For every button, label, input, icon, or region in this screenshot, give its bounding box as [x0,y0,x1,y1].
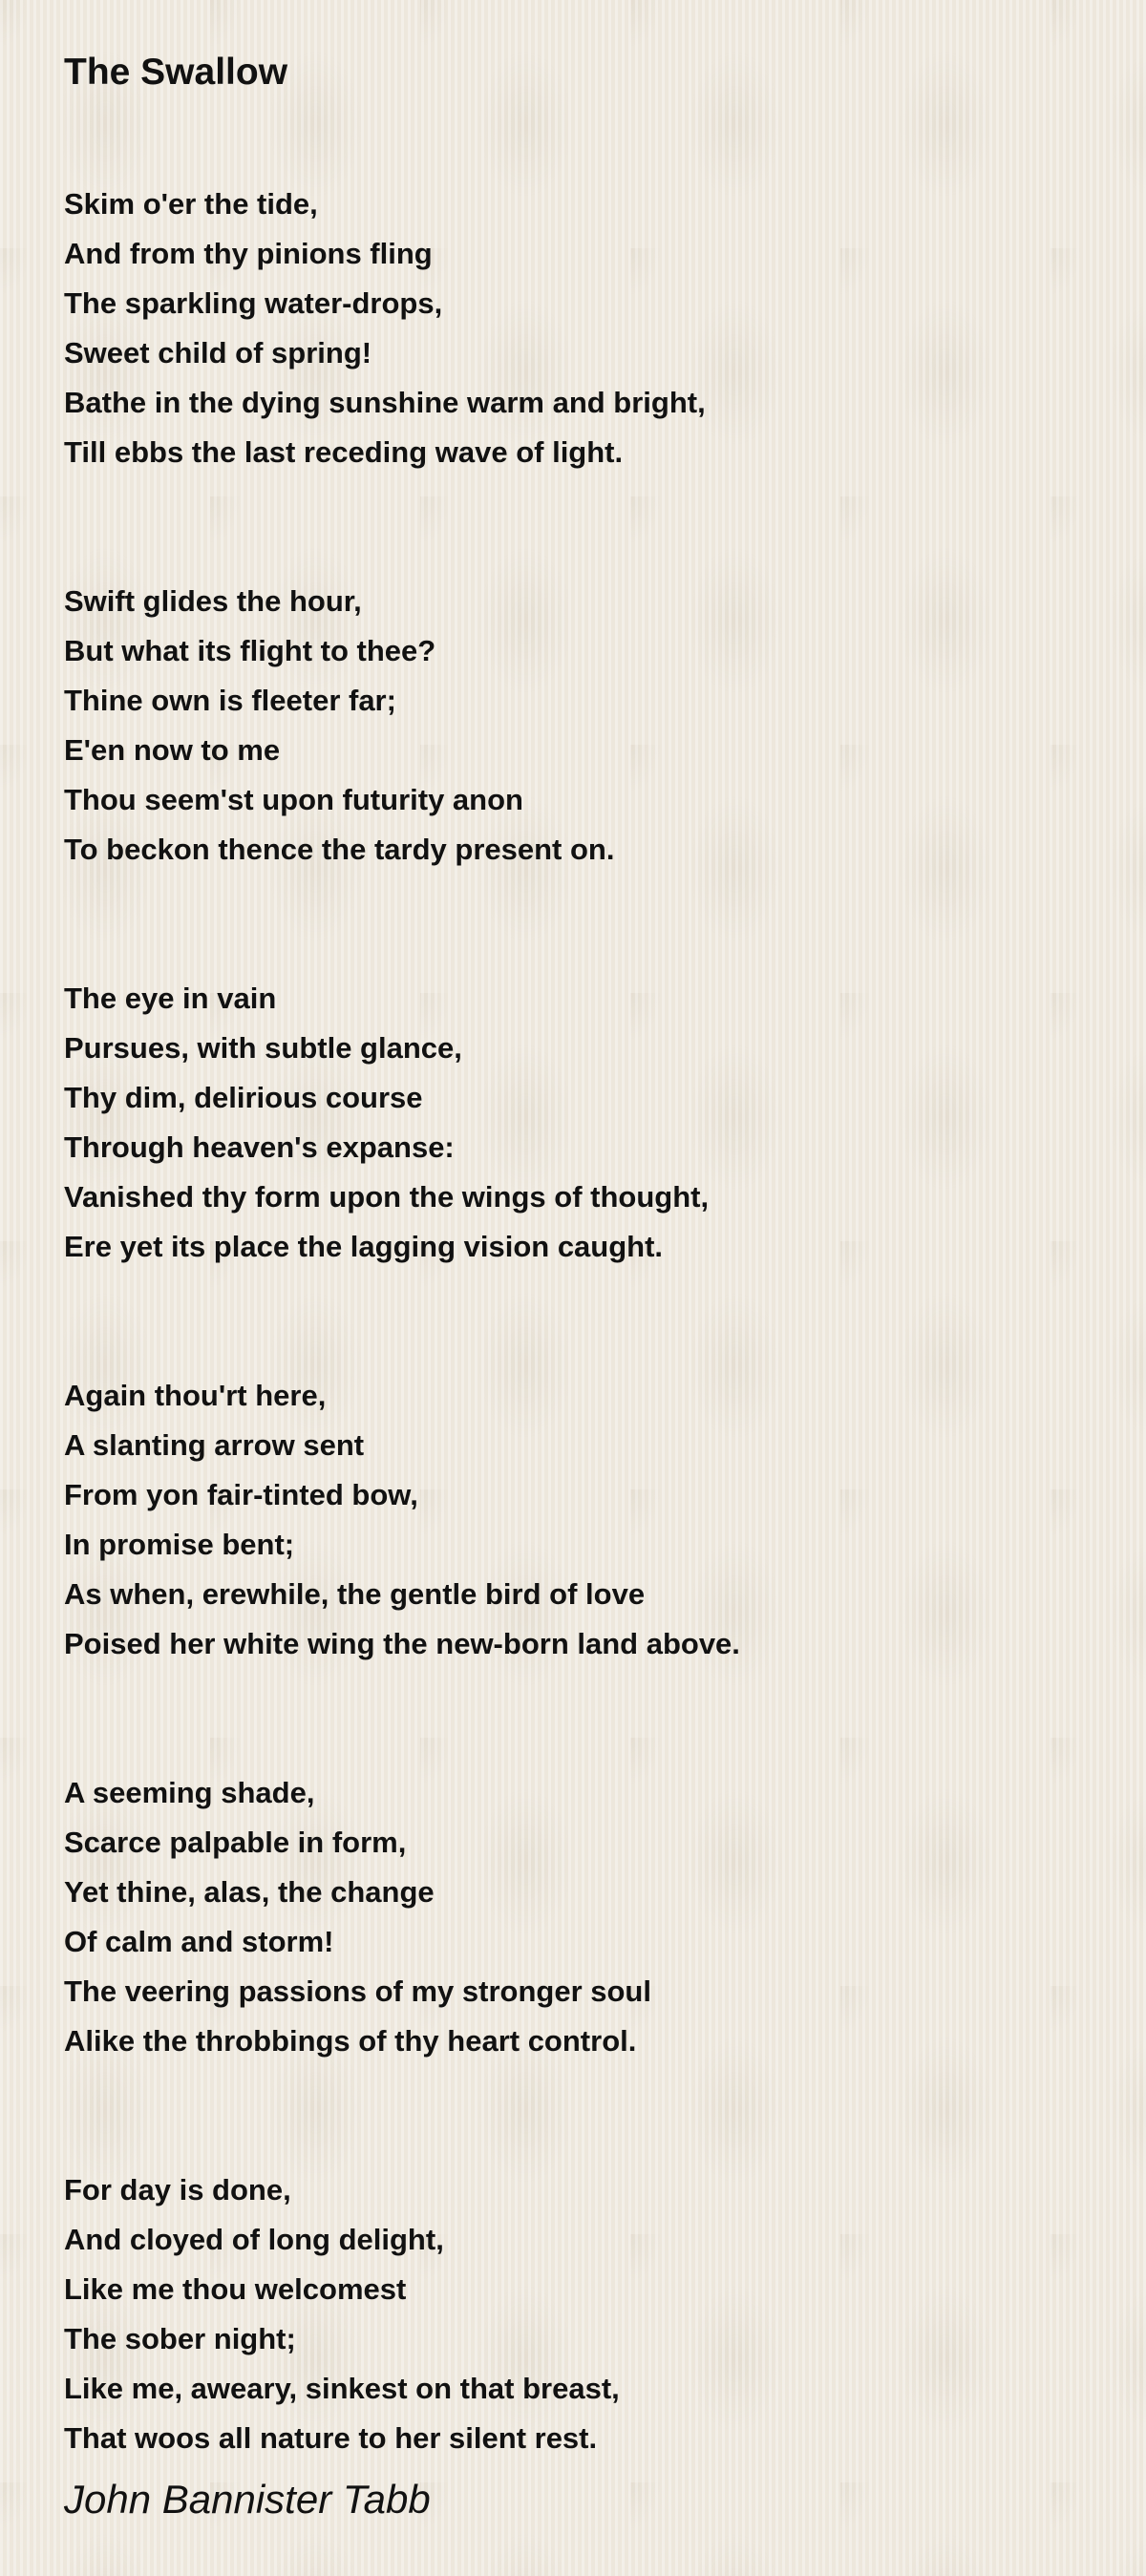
poem-line: Through heaven's expanse: [64,1130,455,1164]
stanza-1 [64,179,1095,477]
poem-line: Alike the throbbings of thy heart control. [64,2024,637,2058]
poem-line: Till ebbs the last receding wave of light. [64,435,624,469]
poem-line: Yet thine, alas, the change [64,1875,435,1909]
poem-line: Like me thou welcomest [64,2272,407,2306]
poem-body [64,179,1095,2463]
poem-container [64,44,1095,2463]
stanza-5 [64,1768,1095,2066]
poem-line: Again thou'rt here, [64,1379,327,1412]
poem-line: Ere yet its place the lagging vision caught. [64,1230,664,1263]
poem-line: To beckon thence the tardy present on. [64,833,615,866]
poem-line: Thou seem'st upon futurity anon [64,783,523,816]
poem-line: Like me, aweary, sinkest on that breast, [64,2372,620,2405]
poem-line: Sweet child of spring! [64,336,372,370]
poem-line: Pursues, with subtle glance, [64,1031,462,1065]
poem-line: From yon fair-tinted bow, [64,1478,418,1511]
poem-line: Poised her white wing the new-born land above. [64,1627,740,1660]
poem-line: For day is done, [64,2173,291,2206]
poem-line: Bathe in the dying sunshine warm and bright, [64,386,706,419]
poem-line: Vanished thy form upon the wings of thought, [64,1180,710,1214]
poem-line: The sober night; [64,2322,296,2355]
stanza-2 [64,577,1095,875]
stanza-6 [64,2165,1095,2463]
poem-line: And cloyed of long delight, [64,2223,444,2256]
poem-author: John Bannister Tabb [64,2477,431,2522]
poem-line: Thine own is fleeter far; [64,684,396,717]
poem-line: As when, erewhile, the gentle bird of love [64,1577,646,1611]
poem-line: A seeming shade, [64,1776,315,1809]
poem-line: Thy dim, delirious course [64,1081,423,1114]
poem-line: That woos all nature to her silent rest. [64,2421,598,2455]
poem-line: The veering passions of my stronger soul [64,1974,651,2008]
poem-line: Scarce palpable in form, [64,1826,407,1859]
poem-line: E'en now to me [64,733,281,767]
poem-line: The sparkling water-drops, [64,286,443,320]
poem-line: But what its flight to thee? [64,634,436,667]
poem-line: The eye in vain [64,982,277,1015]
poem-line: And from thy pinions fling [64,237,433,270]
stanza-4 [64,1371,1095,1669]
poem-title: The Swallow [64,52,288,93]
stanza-3 [64,974,1095,1272]
poem-line: Swift glides the hour, [64,584,362,618]
poem-line: Skim o'er the tide, [64,187,318,221]
poem-line: In promise bent; [64,1528,295,1561]
poem-line: A slanting arrow sent [64,1428,365,1462]
poem-line: Of calm and storm! [64,1925,334,1958]
